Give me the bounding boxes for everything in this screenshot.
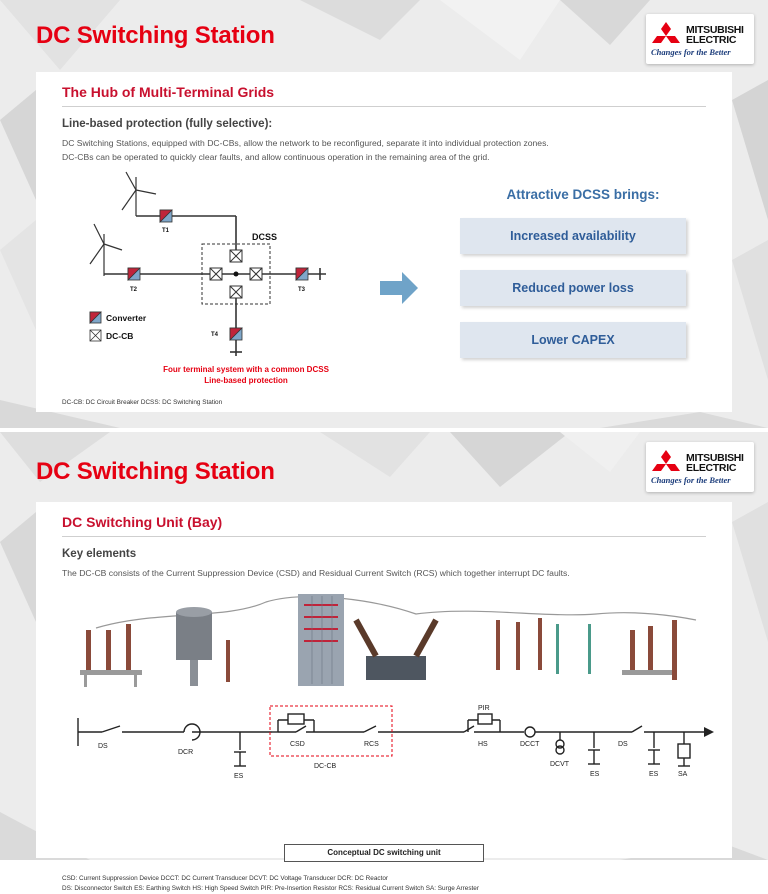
svg-text:HS: HS (478, 741, 488, 748)
description: DC Switching Stations, equipped with DC-CBs, allow the network to be reconfigured, separate it into individual protection zones. DC-CBs can be operated to quickly clear faults, and allow continuous operation in the remaining area of the grid. (62, 138, 549, 162)
svg-text:T2: T2 (130, 287, 138, 293)
svg-text:T3: T3 (298, 287, 306, 293)
diagram-caption: Four terminal system with a common DCSS Line-based protection (163, 365, 329, 385)
logo-tagline: Changes for the Better (651, 47, 731, 57)
content-card (36, 72, 732, 412)
mitsubishi-logo (646, 442, 754, 492)
legend-converter: Converter (106, 313, 147, 323)
card-heading: DC Switching Unit (Bay) (62, 514, 223, 530)
benefit-reduced-power-loss: Reduced power loss (460, 270, 686, 306)
benefit-increased-availability: Increased availability (460, 218, 686, 254)
svg-text:T1: T1 (162, 228, 170, 234)
svg-text:ES: ES (234, 773, 244, 780)
logo-tagline: Changes for the Better (651, 475, 731, 485)
equipment-illustration (76, 590, 706, 690)
legend-dccb: DC-CB (106, 331, 134, 341)
single-line-schematic (44, 700, 724, 810)
svg-text:ES: ES (649, 771, 659, 778)
wind-turbine-icon (122, 172, 156, 216)
logo-name: MITSUBISHI ELECTRIC (686, 24, 744, 46)
svg-text:DS: DS (618, 741, 628, 748)
svg-text:DCR: DCR (178, 749, 194, 756)
description: The DC-CB consists of the Current Suppression Device (CSD) and Residual Current Switch (RCS) which together interrupt DC faults. (62, 568, 570, 578)
three-diamonds-icon (650, 22, 682, 50)
logo-name: MITSUBISHI ELECTRIC (686, 452, 744, 474)
dcss-label: DCSS (252, 232, 278, 242)
slide-1 (0, 0, 768, 428)
slide-title: DC Switching Station (36, 22, 275, 49)
heading-divider (62, 536, 706, 537)
svg-text:ES: ES (590, 771, 600, 778)
unit-caption: Conceptual DC switching unit (284, 844, 484, 862)
svg-text:DC-CB: DC-CB (314, 763, 337, 770)
mitsubishi-logo (646, 14, 754, 64)
svg-text:T4: T4 (211, 332, 219, 338)
subheading: Key elements (62, 548, 137, 560)
svg-text:DCVT: DCVT (550, 761, 570, 768)
footnote: CSD: Current Suppression Device DCCT: DC Current Transducer DCVT: DC Voltage Transducer DCR: DC Reactor DS: Disconnector Switch ES: Earthing Switch HS: High Speed Switch PIR: Pre-Insertion Resistor RCS: Residual Current Switch SA: Surge Arrester (62, 875, 479, 892)
right-arrow-icon (380, 272, 420, 304)
content-card (36, 502, 732, 892)
benefit-lower-capex: Lower CAPEX (460, 322, 686, 358)
svg-text:PIR: PIR (478, 705, 490, 712)
three-diamonds-icon (650, 450, 682, 478)
svg-text:DS: DS (98, 743, 108, 750)
footnote: DC-CB: DC Circuit Breaker DCSS: DC Switching Station (62, 399, 223, 406)
four-terminal-diagram (76, 172, 376, 372)
card-heading: The Hub of Multi-Terminal Grids (62, 84, 275, 100)
heading-divider (62, 106, 706, 107)
wind-turbine-icon (90, 224, 122, 276)
svg-text:RCS: RCS (364, 741, 379, 748)
subheading: Line-based protection (fully selective): (62, 118, 273, 130)
svg-text:SA: SA (678, 771, 688, 778)
slide-title: DC Switching Station (36, 458, 275, 485)
benefits-title: Attractive DCSS brings: (506, 187, 660, 202)
slide-2 (0, 432, 768, 892)
svg-text:DCCT: DCCT (520, 741, 540, 748)
svg-text:CSD: CSD (290, 741, 305, 748)
